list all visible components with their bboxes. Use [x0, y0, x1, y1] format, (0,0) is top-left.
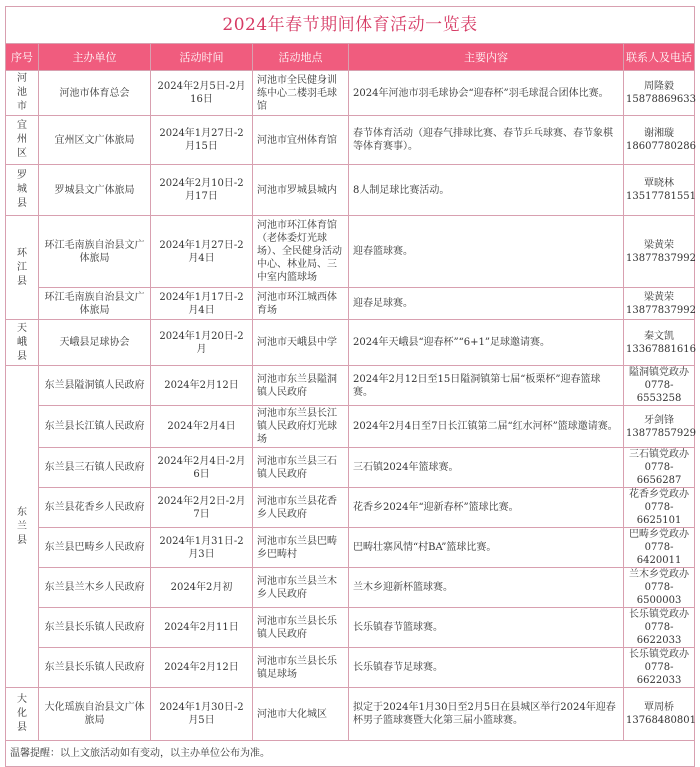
- table-row: [6, 448, 695, 488]
- content-cell: 2024年天峨县“迎春杯”“6+1”足球邀请赛。: [349, 320, 624, 366]
- region-cell: [6, 688, 39, 741]
- time-cell: 2024年2月4日-2月6日: [151, 448, 253, 488]
- events-table: [5, 6, 695, 767]
- content-cell: 迎春足球赛。: [349, 288, 624, 320]
- schedule-document: [5, 6, 694, 767]
- place-cell: 河池市宜州体育馆: [253, 116, 349, 165]
- region-cell: [6, 116, 39, 165]
- table-row: [6, 216, 695, 288]
- contact-cell: 隘洞镇党政办 0778-6553258: [624, 366, 695, 406]
- contact-cell: 长乐镇党政办 0778-6622033: [624, 648, 695, 688]
- time-cell: 2024年1月31日-2月3日: [151, 528, 253, 568]
- time-cell: 2024年2月4日: [151, 406, 253, 448]
- place-cell: 河池市东兰县长乐镇人民政府: [253, 608, 349, 648]
- organizer-cell: 环江毛南族自治县文广体旅局: [39, 288, 151, 320]
- header-contact: 联系人及电话: [624, 44, 695, 71]
- region-cell: [6, 71, 39, 116]
- place-cell: 河池市大化城区: [253, 688, 349, 741]
- place-cell: 河池市天峨县中学: [253, 320, 349, 366]
- region-cell: [6, 366, 39, 688]
- content-cell: 花香乡2024年“迎新春杯”篮球比赛。: [349, 488, 624, 528]
- region-label: 宜州区: [17, 120, 27, 159]
- header-organizer: 主办单位: [39, 44, 151, 71]
- contact-cell: 兰木乡党政办 0778-6500003: [624, 568, 695, 608]
- time-cell: 2024年2月2日-2月7日: [151, 488, 253, 528]
- table-row: [6, 366, 695, 406]
- region-label: 环江县: [17, 247, 27, 287]
- organizer-cell: 东兰县长乐镇人民政府: [39, 648, 151, 688]
- time-cell: 2024年2月12日: [151, 366, 253, 406]
- contact-cell: 长乐镇党政办 0778-6622033: [624, 608, 695, 648]
- time-cell: 2024年2月12日: [151, 648, 253, 688]
- place-cell: 河池市罗城县城内: [253, 165, 349, 216]
- organizer-cell: 河池市体育总会: [39, 71, 151, 116]
- region-label: 河池市: [17, 73, 27, 112]
- table-row: [6, 320, 695, 366]
- region-cell: [6, 165, 39, 216]
- table-row: [6, 116, 695, 165]
- place-cell: 河池市东兰县长乐镇足球场: [253, 648, 349, 688]
- table-row: [6, 568, 695, 608]
- organizer-cell: 天峨县足球协会: [39, 320, 151, 366]
- organizer-cell: 东兰县三石镇人民政府: [39, 448, 151, 488]
- contact-cell: 花香乡党政办 0778-6625101: [624, 488, 695, 528]
- place-cell: 河池市东兰县巴畴乡巴畴村: [253, 528, 349, 568]
- place-cell: 河池市东兰县三石镇人民政府: [253, 448, 349, 488]
- place-cell: 河池市东兰县兰木乡人民政府: [253, 568, 349, 608]
- organizer-cell: 东兰县花香乡人民政府: [39, 488, 151, 528]
- table-row: [6, 648, 695, 688]
- time-cell: 2024年1月30日-2月5日: [151, 688, 253, 741]
- contact-cell: 覃晓林 13517781551: [624, 165, 695, 216]
- table-row: [6, 488, 695, 528]
- organizer-cell: 罗城县文广体旅局: [39, 165, 151, 216]
- content-cell: 长乐镇春节足球赛。: [349, 648, 624, 688]
- content-cell: 兰木乡迎新杯篮球赛。: [349, 568, 624, 608]
- content-cell: 三石镇2024年篮球赛。: [349, 448, 624, 488]
- contact-cell: 三石镇党政办 0778-6656287: [624, 448, 695, 488]
- region-label: 东兰县: [17, 506, 27, 546]
- table-row: [6, 71, 695, 116]
- place-cell: 河池市环江城西体育场: [253, 288, 349, 320]
- region-label: 大化县: [17, 694, 27, 733]
- table-row: [6, 406, 695, 448]
- organizer-cell: 大化瑶族自治县文广体旅局: [39, 688, 151, 741]
- contact-cell: 牙剑锋 13877857929: [624, 406, 695, 448]
- footer-note: 温馨提醒：以上文旅活动如有变动，以主办单位公布为准。: [6, 741, 695, 767]
- time-cell: 2024年1月27日-2月4日: [151, 216, 253, 288]
- place-cell: 河池市环江体育馆（老体委灯光球场）、全民健身活动中心、林业局、三中室内篮球场: [253, 216, 349, 288]
- table-row: [6, 528, 695, 568]
- header-index: 序号: [6, 44, 39, 71]
- organizer-cell: 宜州区文广体旅局: [39, 116, 151, 165]
- time-cell: 2024年2月10日-2月17日: [151, 165, 253, 216]
- page-title: 2024年春节期间体育活动一览表: [6, 7, 695, 44]
- table-row: [6, 688, 695, 741]
- organizer-cell: 环江毛南族自治县文广体旅局: [39, 216, 151, 288]
- content-cell: 8人制足球比赛活动。: [349, 165, 624, 216]
- table-row: [6, 288, 695, 320]
- region-cell: [6, 216, 39, 320]
- content-cell: 巴畴壮寨风情“村BA”篮球比赛。: [349, 528, 624, 568]
- header-content: 主要内容: [349, 44, 624, 71]
- time-cell: 2024年1月17日-2月4日: [151, 288, 253, 320]
- place-cell: 河池市东兰县花香乡人民政府: [253, 488, 349, 528]
- contact-cell: 巴畴乡党政办 0778-6420011: [624, 528, 695, 568]
- place-cell: 河池市东兰县长江镇人民政府灯光球场: [253, 406, 349, 448]
- content-cell: 拟定于2024年1月30日至2月5日在县城区举行2024年迎春杯男子篮球赛暨大化第三届小篮球赛。: [349, 688, 624, 741]
- time-cell: 2024年1月27日-2月15日: [151, 116, 253, 165]
- time-cell: 2024年1月20日-2月: [151, 320, 253, 366]
- table-row: [6, 165, 695, 216]
- content-cell: 2024年2月12日至15日隘洞镇第七届“板栗杯”迎春篮球赛。: [349, 366, 624, 406]
- region-label: 天峨县: [17, 322, 27, 362]
- region-cell: [6, 320, 39, 366]
- contact-cell: 覃周桥 13768480801: [624, 688, 695, 741]
- contact-cell: 秦文凯 13367881616: [624, 320, 695, 366]
- content-cell: 春节体育活动（迎春气排球比赛、春节乒乓球赛、春节象棋等体育赛事）。: [349, 116, 624, 165]
- table-row: [6, 608, 695, 648]
- header-time: 活动时间: [151, 44, 253, 71]
- organizer-cell: 东兰县长江镇人民政府: [39, 406, 151, 448]
- table-header: [6, 44, 695, 71]
- time-cell: 2024年2月5日-2月16日: [151, 71, 253, 116]
- organizer-cell: 东兰县兰木乡人民政府: [39, 568, 151, 608]
- contact-cell: 谢湘璇 18607780286: [624, 116, 695, 165]
- content-cell: 长乐镇春节篮球赛。: [349, 608, 624, 648]
- content-cell: 迎春篮球赛。: [349, 216, 624, 288]
- place-cell: 河池市东兰县隘洞镇人民政府: [253, 366, 349, 406]
- header-place: 活动地点: [253, 44, 349, 71]
- time-cell: 2024年2月初: [151, 568, 253, 608]
- content-cell: 2024年河池市羽毛球协会“迎春杯”羽毛球混合团体比赛。: [349, 71, 624, 116]
- contact-cell: 周隆毅 15878869633: [624, 71, 695, 116]
- contact-cell: 梁黄荣 13877837992: [624, 288, 695, 320]
- contact-cell: 梁黄荣 13877837992: [624, 216, 695, 288]
- time-cell: 2024年2月11日: [151, 608, 253, 648]
- organizer-cell: 东兰县巴畴乡人民政府: [39, 528, 151, 568]
- place-cell: 河池市全民健身训练中心二楼羽毛球馆: [253, 71, 349, 116]
- organizer-cell: 东兰县长乐镇人民政府: [39, 608, 151, 648]
- content-cell: 2024年2月4日至7日长江镇第二届“红水河杯”篮球邀请赛。: [349, 406, 624, 448]
- organizer-cell: 东兰县隘洞镇人民政府: [39, 366, 151, 406]
- region-label: 罗城县: [17, 170, 27, 209]
